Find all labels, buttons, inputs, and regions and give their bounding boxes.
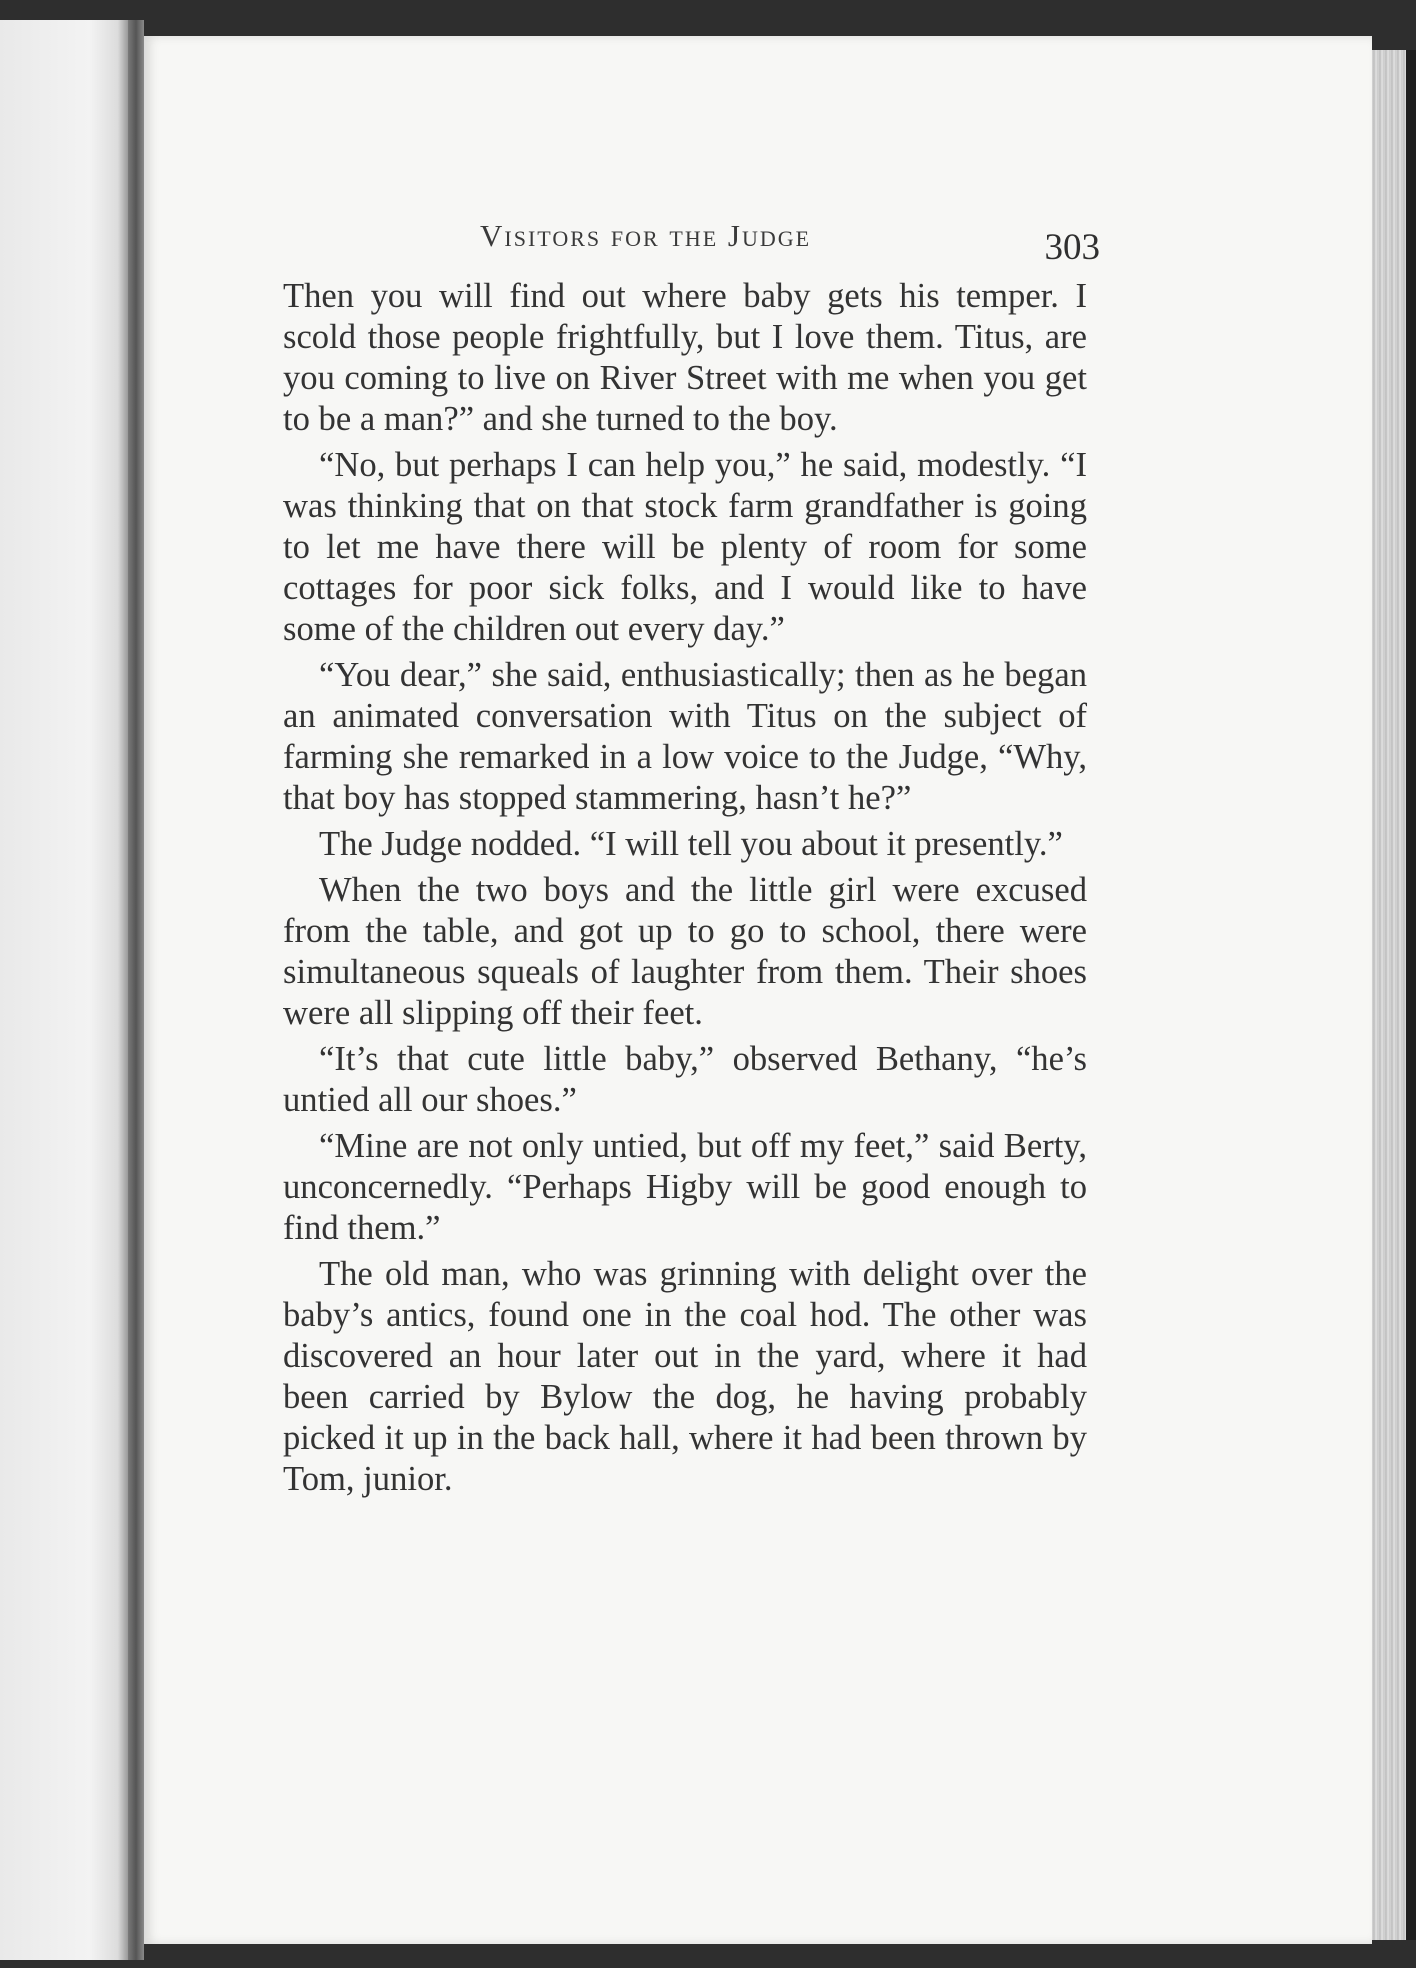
paragraph: “It’s that cute little baby,” observed Bethany, “he’s untied all our shoes.” <box>283 1040 1087 1119</box>
previous-page-edge <box>0 20 128 1960</box>
paragraph: “You dear,” she said, enthusiastically; then as he began an animated conversation with Titus on the subject of farming she remarked in a low voice to the Judge, “Why, that boy has stopped stammering, hasn’t he?” <box>283 656 1087 817</box>
body-text <box>283 276 1087 1505</box>
paragraph: “Mine are not only untied, but off my feet,” said Berty, unconcernedly. “Perhaps Higby will be good enough to find them.” <box>283 1127 1087 1247</box>
paragraph: When the two boys and the little girl were excused from the table, and got up to go to school, there were simultaneous squeals of laughter from them. Their shoes were all slipping off their feet. <box>283 871 1087 1032</box>
paragraph: The old man, who was grinning with delight over the baby’s antics, found one in the coal hod. The other was discovered an hour later out in the yard, where it had been carried by Bylow the dog, he having probably picked it up in the back hall, where it had been thrown by Tom, junior. <box>283 1255 1087 1498</box>
page-number: 303 <box>1044 227 1100 268</box>
paragraph: Then you will find out where baby gets his temper. I scold those people frightfully, but I love them. Titus, are you coming to live on River Street with me when you get to be a man?” and she turned to the boy. <box>283 277 1087 438</box>
paragraph: “No, but perhaps I can help you,” he said, modestly. “I was thinking that on that stock farm grandfather is going to let me have there will be plenty of room for some cottages for poor sick folks, and I would like to have some of the children out every day.” <box>283 446 1087 648</box>
paragraph: The Judge nodded. “I will tell you about it presently.” <box>319 825 1063 863</box>
chapter-title: Visitors for the Judge <box>480 218 812 253</box>
book-gutter <box>128 20 144 1960</box>
page-block-edges <box>1372 50 1406 1940</box>
running-head <box>290 212 1100 272</box>
